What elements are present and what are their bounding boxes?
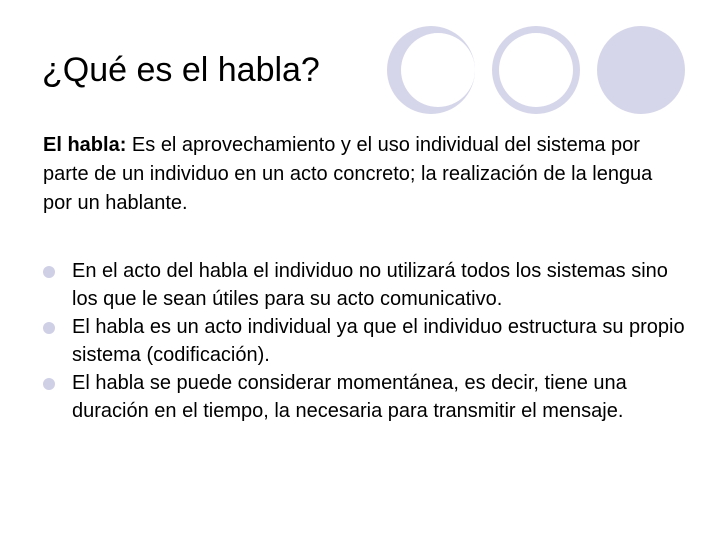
bullet-text: En el acto del habla el individuo no utilizará todos los sistemas sino los que le sean útiles para su acto comunicativo.	[72, 260, 668, 310]
bullet-icon	[43, 322, 55, 334]
slide-title: ¿Qué es el habla?	[42, 51, 320, 89]
ring-circle-decoration	[499, 33, 573, 107]
bullet-icon	[43, 378, 55, 390]
bullet-icon	[43, 266, 55, 278]
bullet-text: El habla es un acto individual ya que el individuo estructura su propio sistema (codificación).	[72, 316, 685, 366]
definition-term: El habla:	[43, 134, 127, 156]
definition-paragraph	[43, 131, 683, 218]
filled-circle-decoration	[597, 26, 685, 114]
bullet-text: El habla se puede considerar momentánea, es decir, tiene una duración en el tiempo, la necesaria para transmitir el mensaje.	[72, 372, 627, 422]
bullet-item	[43, 313, 693, 369]
bullet-item	[43, 369, 693, 425]
bullet-item	[43, 257, 693, 313]
ring-circle-decoration	[401, 33, 475, 107]
definition-text: Es el aprovechamiento y el uso individual del sistema por parte de un individuo en un acto concreto; la realización de la lengua por un hablante.	[43, 134, 653, 214]
bullet-list	[43, 257, 693, 425]
